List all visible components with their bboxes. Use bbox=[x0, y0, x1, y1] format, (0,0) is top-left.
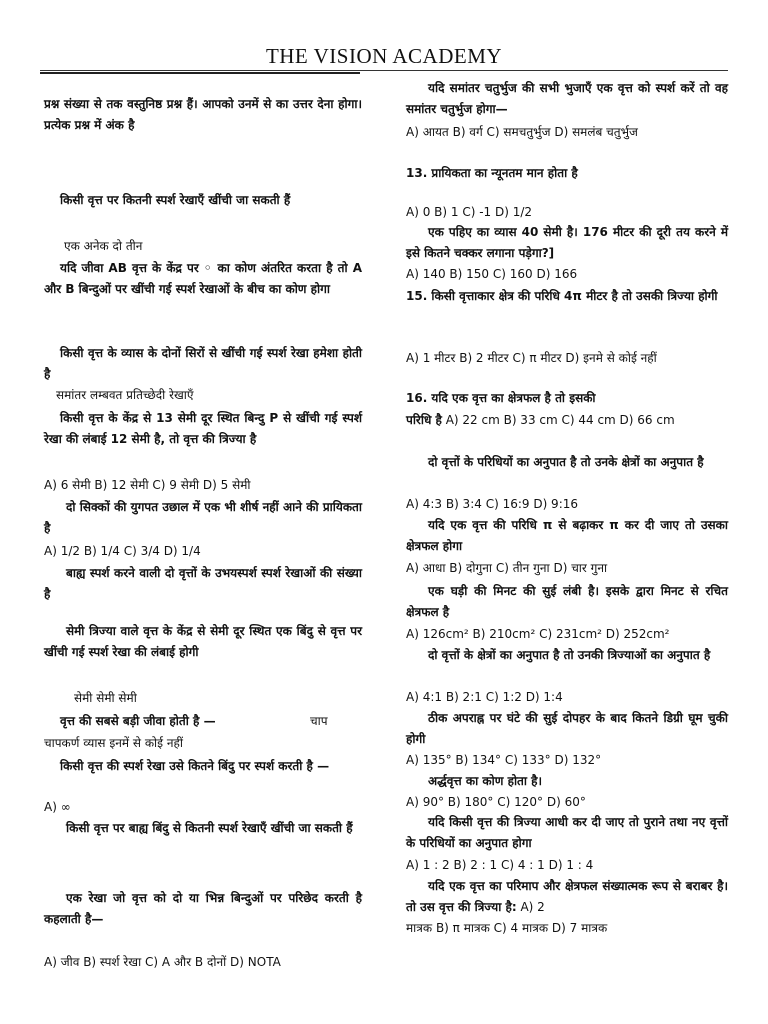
question-11-options: A) जीव B) स्पर्श रेखा C) A और B दोनों D) NOTA bbox=[44, 955, 281, 969]
question-7-options: सेमी सेमी सेमी bbox=[74, 691, 137, 705]
question-24-text: यदि एक वृत्त का परिमाप और क्षेत्रफल संख्यात्मक रूप से बराबर है। तो उस वृत्त की त्रिज्या है: bbox=[406, 879, 728, 914]
question-12-options: A) आयत B) वर्ग C) समचतुर्भुज D) समलंब चतुर्भुज bbox=[406, 125, 638, 139]
question-17: दो वृत्तों के परिधियों का अनुपात है तो उनके क्षेत्रों का अनुपात है bbox=[428, 455, 704, 469]
question-16-line-1: 16. यदि एक वृत्त का क्षेत्रफल है तो इसकी bbox=[406, 391, 596, 405]
question-9-options: A) ∞ bbox=[44, 800, 71, 814]
question-21-options: A) 135° B) 134° C) 133° D) 132° bbox=[406, 753, 602, 767]
question-24-option-a: A) 2 bbox=[516, 900, 545, 914]
question-14: एक पहिए का व्यास 40 सेमी है। 176 मीटर की दूरी तय करने में इसे कितने चक्कर लगाना पड़ेगा?] bbox=[406, 225, 728, 260]
left-column-rule bbox=[40, 72, 360, 74]
question-22: अर्द्धवृत्त का कोण होता है। bbox=[428, 774, 543, 788]
question-8-option-a: चाप bbox=[310, 714, 328, 728]
question-23: यदि किसी वृत्त की त्रिज्या आधी कर दी जाए तो पुराने तथा नए वृत्तों के परिधियों का अनुपात होगा bbox=[406, 815, 728, 850]
question-16-tail: परिधि है bbox=[406, 413, 442, 427]
question-10: किसी वृत्त पर बाह्य बिंदु से कितनी स्पर्श रेखाएँ खींची जा सकती हैं bbox=[66, 821, 353, 835]
question-21: ठीक अपराह्न पर घंटे की सुई दोपहर के बाद कितने डिग्री घूम चुकी होगी bbox=[406, 711, 728, 746]
question-24-options: मात्रक B) π मात्रक C) 4 मात्रक D) 7 मात्रक bbox=[406, 921, 608, 935]
question-18-options: A) आधा B) दोगुना C) तीन गुना D) चार गुना bbox=[406, 561, 608, 575]
title-rule bbox=[40, 70, 728, 71]
question-6: बाह्य स्पर्श करने वाली दो वृत्तों के उभयस्पर्श स्पर्श रेखाओं की संख्या है bbox=[44, 566, 362, 601]
question-7: सेमी त्रिज्या वाले वृत्त के केंद्र से सेमी दूर स्थित एक बिंदु से वृत्त पर खींची गई स्पर्श रेखा की लंबाई होगी bbox=[44, 624, 362, 659]
question-13: 13. प्रायिकता का न्यूनतम मान होता है bbox=[406, 166, 578, 180]
question-12: यदि समांतर चतुर्भुज की सभी भुजाएँ एक वृत्त को स्पर्श करें तो वह समांतर चतुर्भुज होगा— bbox=[406, 81, 728, 116]
question-19-options: A) 126cm² B) 210cm² C) 231cm² D) 252cm² bbox=[406, 627, 670, 641]
question-23-options: A) 1 : 2 B) 2 : 1 C) 4 : 1 D) 1 : 4 bbox=[406, 858, 594, 872]
question-8: वृत्त की सबसे बड़ी जीवा होती है — bbox=[60, 714, 216, 728]
question-22-options: A) 90° B) 180° C) 120° D) 60° bbox=[406, 795, 586, 809]
question-24 bbox=[406, 876, 728, 918]
question-5-options: A) 1/2 B) 1/4 C) 3/4 D) 1/4 bbox=[44, 544, 201, 558]
question-14-options: A) 140 B) 150 C) 160 D) 166 bbox=[406, 267, 578, 281]
question-15: 15. किसी वृत्ताकार क्षेत्र की परिधि 4π मीटर है तो उसकी त्रिज्या होगी bbox=[406, 289, 718, 303]
question-5: दो सिक्कों की युगपत उछाल में एक भी शीर्ष नहीं आने की प्रायिकता है bbox=[44, 500, 362, 535]
question-20-options: A) 4:1 B) 2:1 C) 1:2 D) 1:4 bbox=[406, 690, 563, 704]
question-15-options: A) 1 मीटर B) 2 मीटर C) π मीटर D) इनमे से कोई नहीं bbox=[406, 351, 657, 365]
question-4: किसी वृत्त के केंद्र से 13 सेमी दूर स्थित बिन्दु P से खींची गई स्पर्श रेखा की लंबाई 12 सेमी है, तो वृत्त की त्रिज्या है bbox=[44, 411, 362, 446]
question-18: यदि एक वृत्त की परिधि π से बढ़ाकर π कर दी जाए तो उसका क्षेत्रफल होगा bbox=[406, 518, 728, 553]
question-19: एक घड़ी की मिनट की सुई लंबी है। इसके द्वारा मिनट से रचित क्षेत्रफल है bbox=[406, 584, 728, 619]
question-16-options: A) 22 cm B) 33 cm C) 44 cm D) 66 cm bbox=[441, 413, 675, 427]
question-2: यदि जीवा AB वृत्त के केंद्र पर ◦ का कोण अंतरित करता है तो A और B बिन्दुओं पर खींची गई स्पर्श रेखाओं के बीच का कोण होगा bbox=[44, 261, 362, 296]
question-9: किसी वृत्त की स्पर्श रेखा उसे कितने बिंदु पर स्पर्श करती है — bbox=[60, 759, 330, 773]
question-3: किसी वृत्त के व्यास के दोनों सिरों से खींची गई स्पर्श रेखा हमेशा होती है bbox=[44, 346, 362, 381]
question-1: किसी वृत्त पर कितनी स्पर्श रेखाएँ खींची जा सकती हैं bbox=[60, 193, 291, 207]
instructions: प्रश्न संख्या से तक वस्तुनिष्ठ प्रश्न हैं। आपको उनमें से का उत्तर देना होगा। प्रत्येक प्रश्न में अंक है bbox=[44, 97, 362, 132]
question-4-options: A) 6 सेमी B) 12 सेमी C) 9 सेमी D) 5 सेमी bbox=[44, 478, 251, 492]
question-13-options: A) 0 B) 1 C) -1 D) 1/2 bbox=[406, 205, 533, 219]
question-17-options: A) 4:3 B) 3:4 C) 16:9 D) 9:16 bbox=[406, 497, 579, 511]
question-11: एक रेखा जो वृत्त को दो या भिन्न बिन्दुओं पर परिछेद करती है कहलाती है— bbox=[44, 891, 362, 926]
question-16-line-2 bbox=[406, 410, 728, 431]
page-title: THE VISION ACADEMY bbox=[265, 44, 503, 68]
question-3-options: समांतर लम्बवत प्रतिच्छेदी रेखाएँ bbox=[56, 388, 194, 402]
question-8-options: चापकर्ण व्यास इनमें से कोई नहीं bbox=[44, 736, 183, 750]
question-1-options: एक अनेक दो तीन bbox=[64, 239, 143, 253]
question-20: दो वृत्तों के क्षेत्रों का अनुपात है तो उनकी त्रिज्याओं का अनुपात है bbox=[428, 648, 711, 662]
